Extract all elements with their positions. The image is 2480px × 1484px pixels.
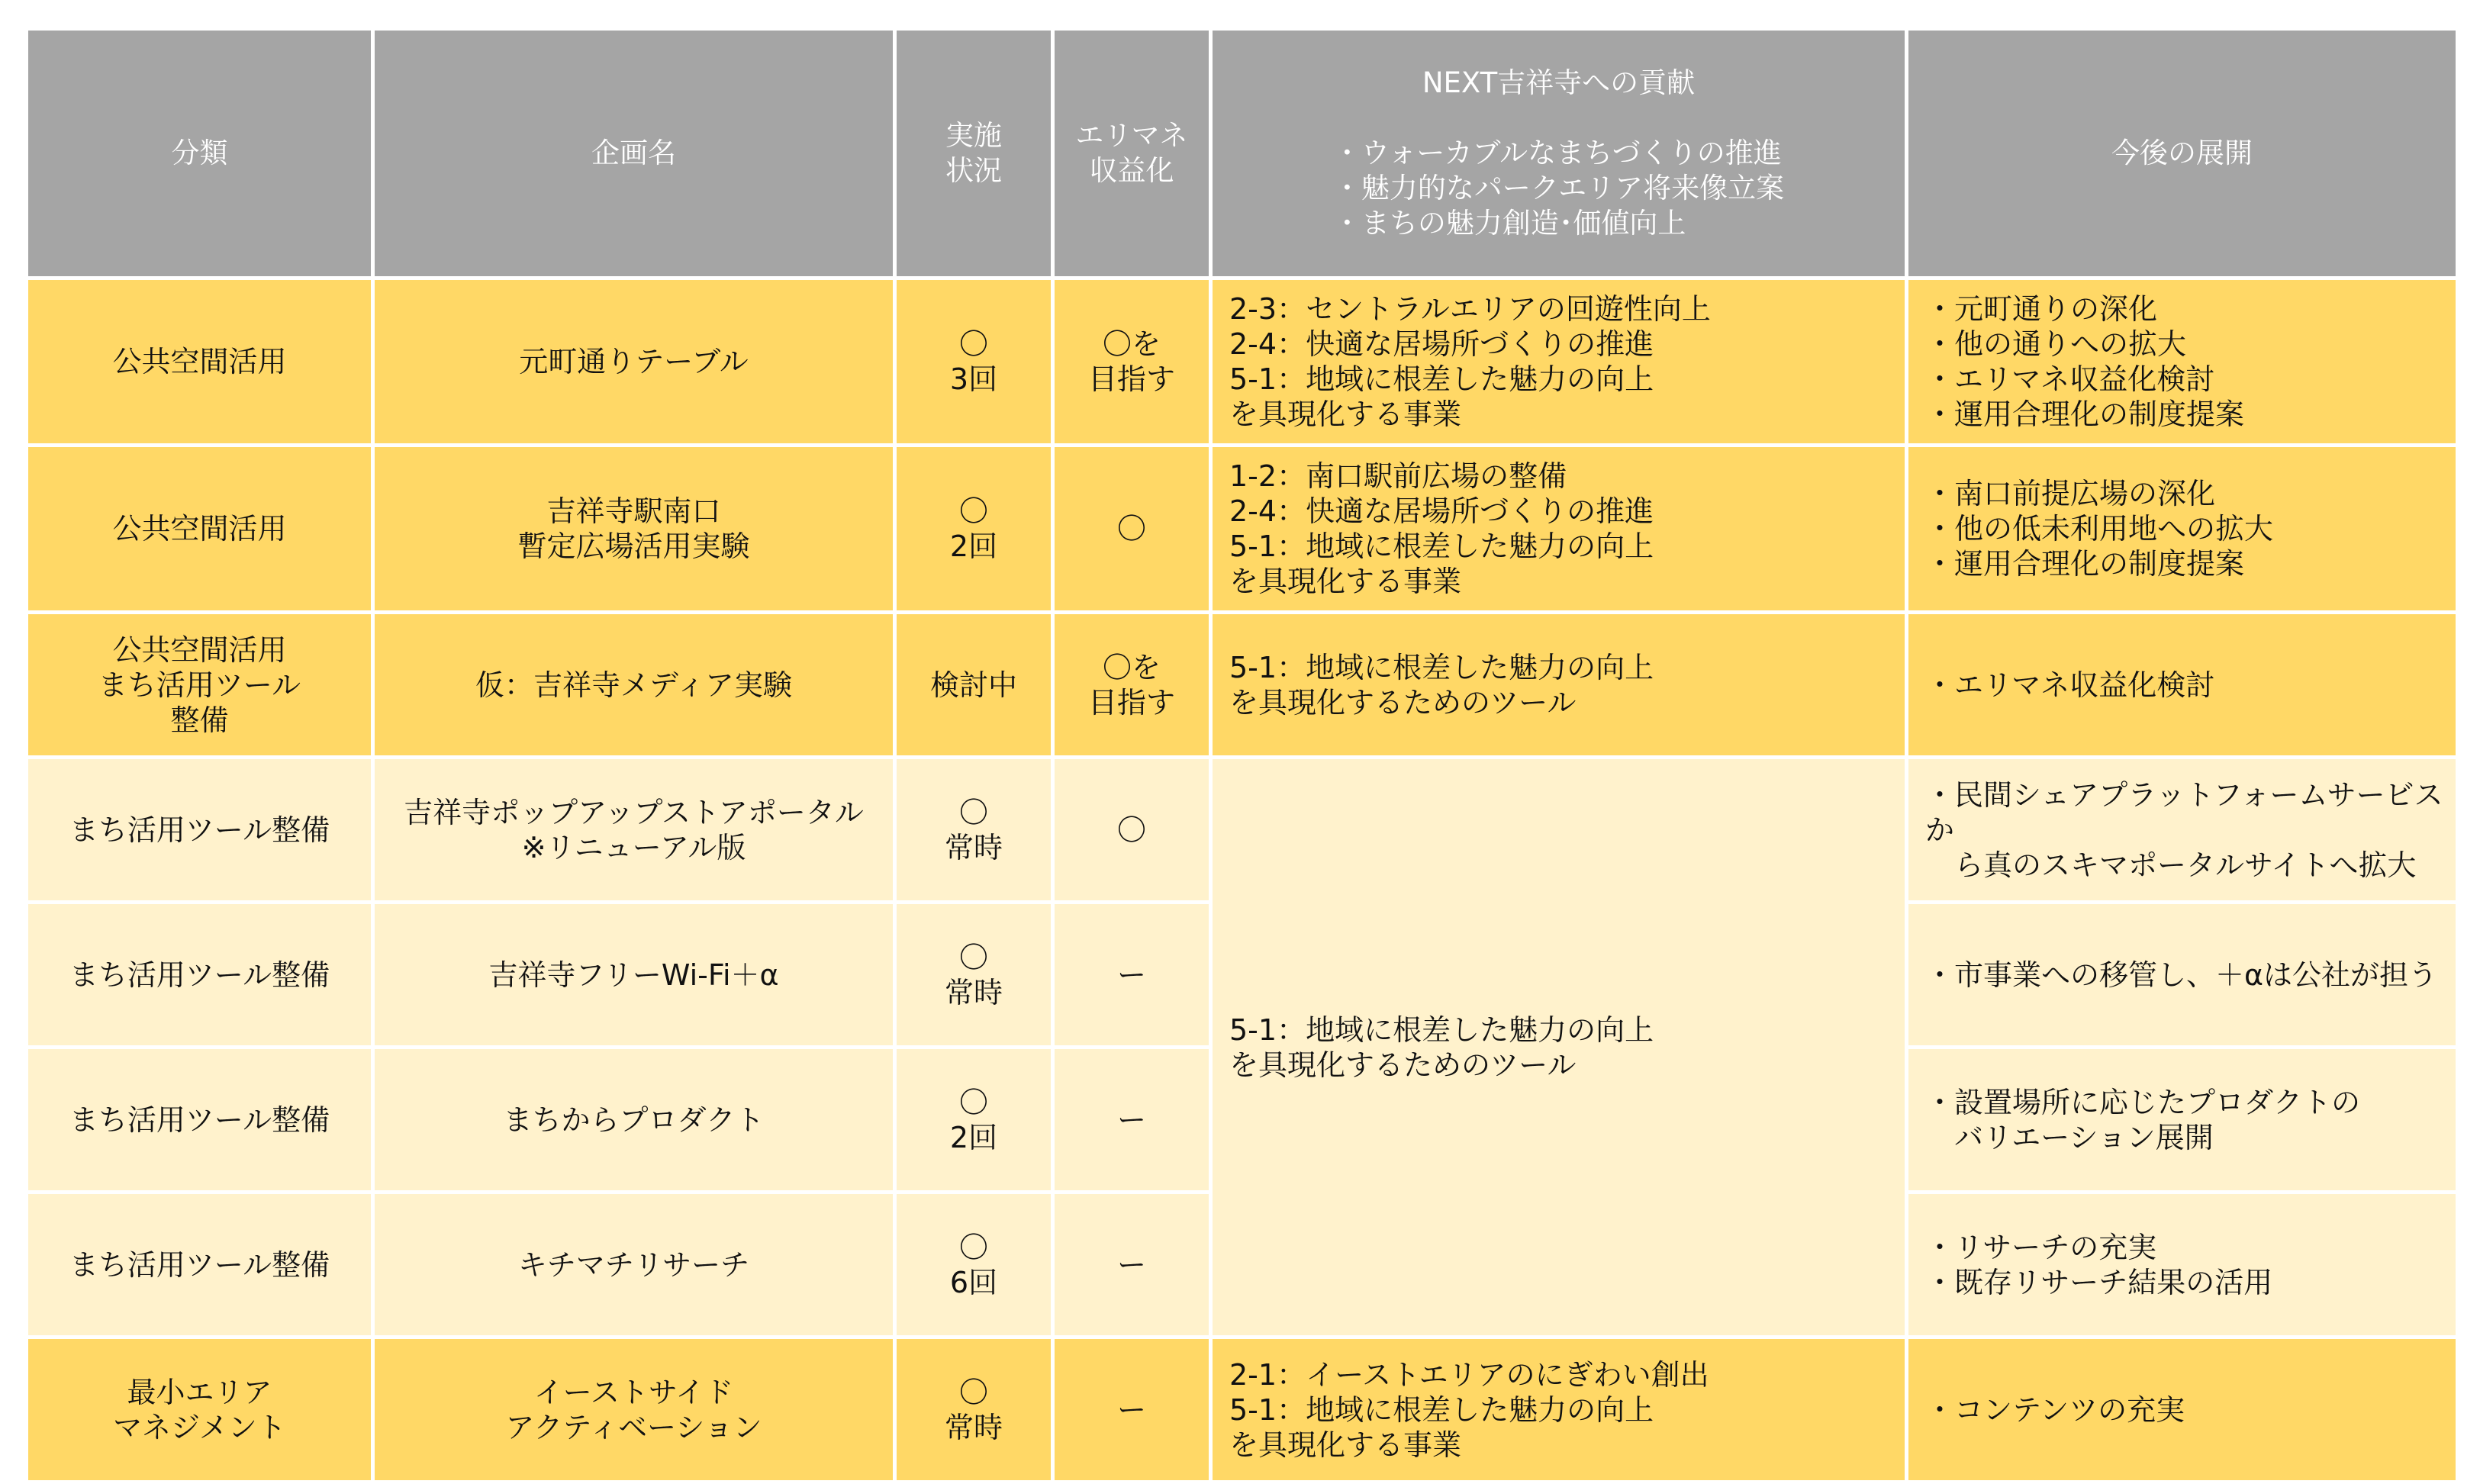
header-future: 今後の展開	[1907, 29, 2458, 278]
cell-monetize: 〇を 目指す	[1053, 613, 1211, 758]
table-row	[27, 613, 2458, 758]
table-row	[27, 446, 2458, 613]
cell-status: 〇 2回	[895, 1048, 1053, 1193]
cell-contribution: 1-2：南口駅前広場の整備 2-4：快適な居場所づくりの推進 5-1：地域に根差した魅力の向上 を具現化する事業	[1211, 446, 1907, 613]
cell-category: まち活用ツール整備	[27, 903, 373, 1048]
table-header-row	[27, 29, 2458, 278]
cell-contribution: 2-1：イーストエリアのにぎわい創出 5-1：地域に根差した魅力の向上 を具現化する事業	[1211, 1338, 1907, 1482]
cell-project: 吉祥寺駅南口 暫定広場活用実験	[373, 446, 895, 613]
cell-project: 吉祥寺フリーWi-Fi＋α	[373, 903, 895, 1048]
cell-category: まち活用ツール整備	[27, 1048, 373, 1193]
cell-contribution: 5-1：地域に根差した魅力の向上 を具現化するためのツール	[1211, 613, 1907, 758]
cell-monetize: ー	[1053, 1193, 1211, 1338]
cell-contribution: 2-3：セントラルエリアの回遊性向上 2-4：快適な居場所づくりの推進 5-1：地域に根差した魅力の向上 を具現化する事業	[1211, 278, 1907, 446]
header-contribution-title: NEXT吉祥寺への貢献	[1422, 66, 1696, 99]
cell-future: ・エリマネ収益化検討	[1907, 613, 2458, 758]
cell-status: 〇 常時	[895, 903, 1053, 1048]
cell-category: まち活用ツール整備	[27, 758, 373, 903]
cell-monetize: 〇	[1053, 446, 1211, 613]
cell-project: 仮：吉祥寺メディア実験	[373, 613, 895, 758]
cell-contribution-merged: 5-1：地域に根差した魅力の向上 を具現化するためのツール	[1211, 758, 1907, 1338]
cell-project: 吉祥寺ポップアップストアポータル ※リニューアル版	[373, 758, 895, 903]
cell-status: 〇 3回	[895, 278, 1053, 446]
cell-future: ・民間シェアプラットフォームサービスか ら真のスキマポータルサイトへ拡大	[1907, 758, 2458, 903]
cell-monetize: 〇	[1053, 758, 1211, 903]
table-row	[27, 278, 2458, 446]
table-row	[27, 758, 2458, 903]
cell-future: ・市事業への移管し、＋αは公社が担う	[1907, 903, 2458, 1048]
cell-future: ・コンテンツの充実	[1907, 1338, 2458, 1482]
cell-status: 〇 常時	[895, 758, 1053, 903]
cell-category: まち活用ツール整備	[27, 1193, 373, 1338]
header-contribution-points: ・ウォーカブルなまちづくりの推進 ・魅力的なパークエリア将来像立案 ・まちの魅力創造･価値向上	[1332, 137, 1785, 240]
cell-project: まちからプロダクト	[373, 1048, 895, 1193]
cell-monetize: ー	[1053, 1338, 1211, 1482]
cell-category: 最小エリア マネジメント	[27, 1338, 373, 1482]
cell-project: イーストサイド アクティベーション	[373, 1338, 895, 1482]
cell-status: 検討中	[895, 613, 1053, 758]
cell-monetize: ー	[1053, 903, 1211, 1048]
cell-project: 元町通りテーブル	[373, 278, 895, 446]
cell-monetize: 〇を 目指す	[1053, 278, 1211, 446]
cell-project: キチマチリサーチ	[373, 1193, 895, 1338]
cell-status: 〇 2回	[895, 446, 1053, 613]
header-contribution	[1211, 29, 1907, 278]
cell-category: 公共空間活用	[27, 446, 373, 613]
header-monetize: エリマネ 収益化	[1053, 29, 1211, 278]
cell-status: 〇 常時	[895, 1338, 1053, 1482]
table-row	[27, 1338, 2458, 1482]
cell-status: 〇 6回	[895, 1193, 1053, 1338]
header-project: 企画名	[373, 29, 895, 278]
cell-future: ・リサーチの充実 ・既存リサーチ結果の活用	[1907, 1193, 2458, 1338]
header-category: 分類	[27, 29, 373, 278]
cell-future: ・元町通りの深化 ・他の通りへの拡大 ・エリマネ収益化検討 ・運用合理化の制度提案	[1907, 278, 2458, 446]
cell-future: ・設置場所に応じたプロダクトの バリエーション展開	[1907, 1048, 2458, 1193]
cell-future: ・南口前提広場の深化 ・他の低未利用地への拡大 ・運用合理化の制度提案	[1907, 446, 2458, 613]
cell-category: 公共空間活用	[27, 278, 373, 446]
cell-category: 公共空間活用 まち活用ツール 整備	[27, 613, 373, 758]
header-status: 実施 状況	[895, 29, 1053, 278]
cell-monetize: ー	[1053, 1048, 1211, 1193]
project-table	[24, 27, 2459, 1484]
